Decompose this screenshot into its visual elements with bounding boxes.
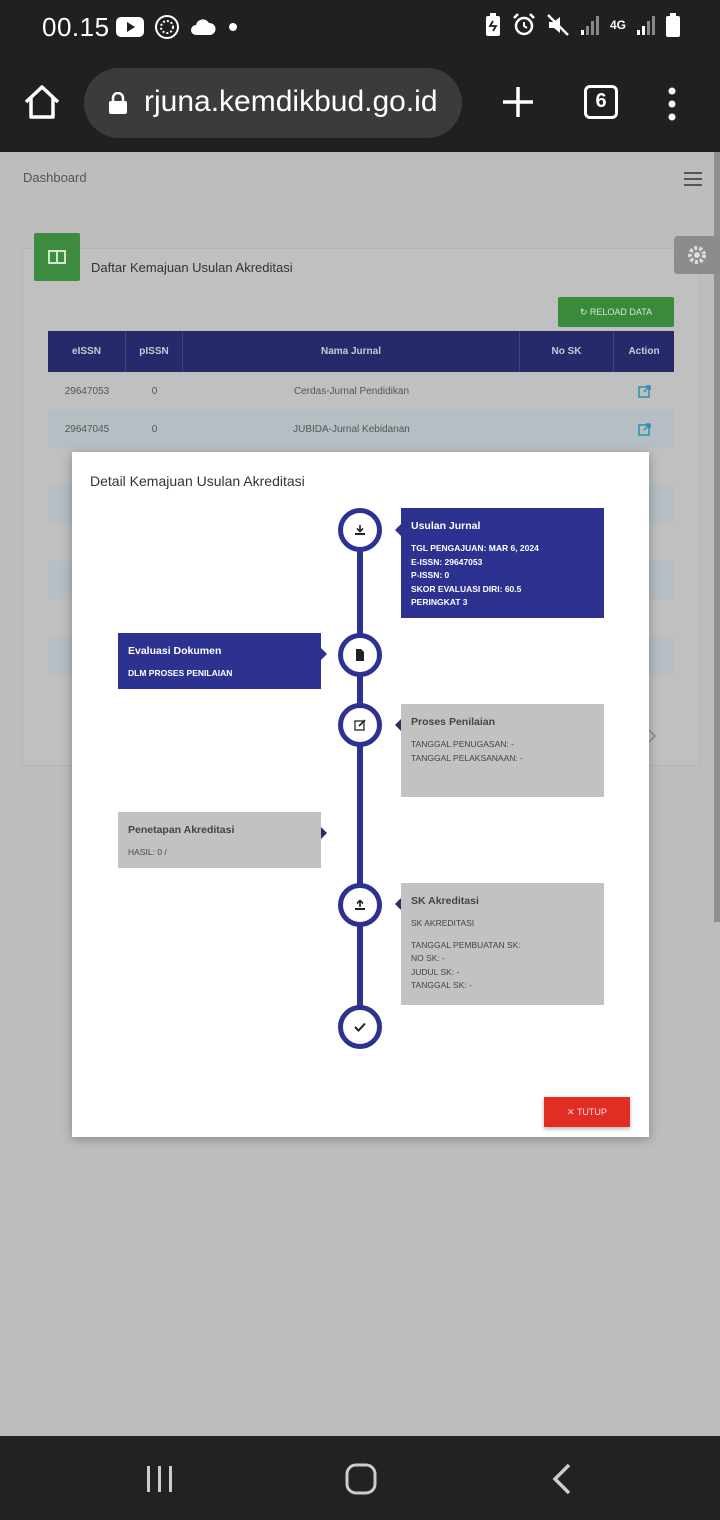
alarm-icon [512, 13, 536, 37]
close-icon: ✕ [567, 1107, 577, 1117]
cell-eissn: 29647053 [64, 385, 110, 397]
col-nama-jurnal: Nama Jurnal [183, 331, 520, 372]
step-line: JUDUL SK: - [411, 966, 460, 977]
new-tab-icon[interactable] [498, 82, 538, 122]
back-icon[interactable] [550, 1462, 574, 1496]
breadcrumb[interactable]: Dashboard [23, 170, 87, 185]
step-usulan-jurnal [401, 508, 604, 618]
arrow-pointer [395, 898, 401, 910]
step-line: PERINGKAT 3 [411, 597, 468, 607]
battery-icon [666, 13, 680, 37]
cell-pissn: 0 [151, 385, 158, 397]
edit-icon[interactable] [614, 372, 674, 410]
step-line: TANGGAL SK: - [411, 980, 472, 990]
file-icon [338, 633, 382, 677]
cell-nosk [520, 410, 614, 448]
step-line [411, 931, 594, 939]
col-pissn: pISSN [126, 331, 183, 372]
reload-data-button[interactable] [558, 297, 674, 327]
step-line: E-ISSN: 29647053 [411, 556, 483, 567]
step-line: DLM PROSES PENILAIAN [128, 668, 233, 678]
dot-icon [226, 20, 240, 34]
edit-icon [338, 703, 382, 747]
step-line: TANGGAL PELAKSANAAN: - [411, 752, 523, 763]
home-nav-icon[interactable] [344, 1462, 378, 1496]
col-eissn: eISSN [48, 331, 126, 372]
step-sk-akreditasi [401, 883, 604, 1005]
step-title: SK Akreditasi [411, 895, 479, 907]
cell-nama: Cerdas-Jurnal Pendidikan [293, 385, 410, 397]
step-line: SKOR EVALUASI DIRI: 60.5 [411, 583, 522, 594]
battery-saver-icon [484, 13, 502, 37]
signal-icon [580, 14, 600, 36]
cell-eissn: 29647045 [64, 423, 110, 435]
col-no-sk: No SK [520, 331, 614, 372]
cloud-icon [190, 18, 216, 36]
arrow-pointer [321, 827, 327, 839]
table-header [48, 331, 674, 372]
signal-icon-2 [636, 14, 656, 36]
mute-icon [546, 13, 570, 37]
download-icon [338, 508, 382, 552]
url-bar[interactable] [84, 68, 462, 138]
card-title: Daftar Kemajuan Usulan Akreditasi [91, 260, 293, 275]
recent-apps-icon[interactable] [144, 1464, 176, 1494]
app-notification-icon [154, 14, 180, 40]
arrow-pointer [321, 648, 327, 660]
network-type: 4G [609, 18, 626, 32]
step-title: Evaluasi Dokumen [128, 645, 222, 657]
step-title: Usulan Jurnal [411, 520, 481, 532]
cell-nama: JUBIDA-Jurnal Kebidanan [293, 423, 410, 435]
close-label: TUTUP [576, 1107, 607, 1117]
timeline-line [357, 527, 363, 1027]
hamburger-icon[interactable] [684, 172, 702, 186]
more-options-icon[interactable] [662, 86, 682, 122]
detail-modal [72, 452, 649, 1137]
step-line: SK AKREDITASI [411, 918, 475, 928]
reload-label: RELOAD DATA [589, 307, 653, 317]
upload-icon [338, 883, 382, 927]
step-line: P-ISSN: 0 [411, 570, 450, 580]
home-icon[interactable] [22, 82, 62, 122]
status-bar [0, 0, 720, 54]
gear-icon [674, 236, 720, 274]
step-proses-penilaian [401, 704, 604, 797]
url-text[interactable]: rjuna.kemdikbud.go.id [144, 85, 438, 118]
youtube-icon [116, 16, 144, 38]
cell-nosk [520, 372, 614, 410]
edit-icon[interactable] [614, 410, 674, 448]
status-time: 00.15 [42, 12, 110, 42]
step-title: Penetapan Akreditasi [128, 824, 235, 836]
journal-table [48, 331, 674, 448]
arrow-pointer [395, 524, 401, 536]
browser-toolbar [0, 54, 720, 152]
lock-icon [108, 92, 128, 114]
step-line: TANGGAL PENUGASAN: - [411, 739, 514, 749]
modal-title: Detail Kemajuan Usulan Akreditasi [90, 473, 305, 489]
col-action: Action [628, 346, 660, 357]
step-line: NO SK: - [411, 953, 446, 963]
step-evaluasi-dokumen [118, 633, 321, 689]
table-row [48, 410, 674, 448]
settings-tab[interactable] [674, 236, 720, 274]
step-title: Proses Penilaian [411, 716, 496, 728]
tab-switcher-button[interactable]: 6 [584, 85, 618, 119]
step-line: TANGGAL PEMBUATAN SK: [411, 939, 521, 950]
navigation-bar [0, 1436, 720, 1520]
cell-pissn: 0 [151, 423, 158, 435]
close-button[interactable] [544, 1097, 630, 1127]
step-line: HASIL: 0 / [128, 847, 167, 857]
table-row [48, 372, 674, 410]
book-icon [34, 233, 80, 281]
arrow-pointer [395, 719, 401, 731]
step-line: TGL PENGAJUAN: MAR 6, 2024 [411, 543, 539, 553]
check-icon [338, 1005, 382, 1049]
step-penetapan-akreditasi [118, 812, 321, 868]
refresh-icon: ↻ [579, 307, 590, 317]
